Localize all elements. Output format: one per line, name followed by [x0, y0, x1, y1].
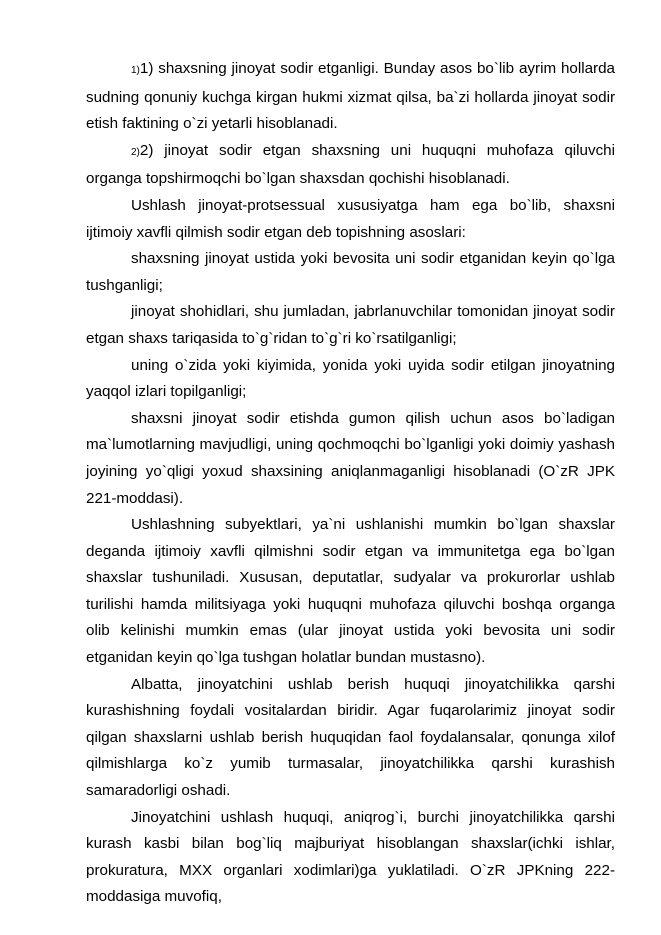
paragraph-text: 2) jinoyat sodir etgan shaxsning uni huquqni muhofaza qiluvchi organga topshirmoqchi bo`lgan shaxsdan qochishi hisoblanadi. [86, 141, 615, 188]
list-marker: 2) [131, 146, 140, 158]
paragraph-reason-2 [86, 138, 615, 193]
paragraph-subjects [86, 512, 615, 672]
paragraph-text: 1) shaxsning jinoyat sodir etganligi. Bunday asos bo`lib ayrim hollarda sudning qonuniy kuchga kirgan hukmi xizmat qilsa, ba`zi hollarda jinoyat sodir etish faktining o`zi yetarli hisoblanadi. [86, 60, 615, 133]
paragraph-reason-1 [86, 56, 615, 138]
paragraph-text: shaxsni jinoyat sodir etishda gumon qilish uchun asos bo`ladigan ma`lumotlarning mavjudligi, uning qochmoqchi bo`lganligi yoki doimiy yashash joyining yo`qligi yoxud shaxsining aniqlanmaganligi hisoblanadi (O`zR JPK 221-moddasi). [86, 409, 615, 507]
paragraph-text: Jinoyatchini ushlash huquqi, aniqrog`i, burchi jinoyatchilikka qarshi kurash kasbi bilan bog`liq majburiyat hisoblangan shaxslar(ichki ishlar, prokuratura, MXX organlari xodimlari)ga yuklatiladi. O`zR JPKning 222-moddasiga muvofiq, [86, 808, 615, 906]
paragraph-text: Ushlash jinoyat-protsessual xususiyatga ham ega bo`lib, shaxsni ijtimoiy xavfli qilmish sodir etgan deb topishning asoslari: [86, 196, 615, 241]
paragraph-text: jinoyat shohidlari, shu jumladan, jabrlanuvchilar tomonidan jinoyat sodir etgan shaxs tariqasida to`g`ridan to`g`ri ko`rsatilganligi; [86, 303, 615, 347]
paragraph-text: shaxsning jinoyat ustida yoki bevosita uni sodir etganidan keyin qo`lga tushganligi; [86, 250, 615, 294]
paragraph-text: Albatta, jinoyatchini ushlab berish huquqi jinoyatchilikka qarshi kurashishning foydali vositalardan biridir. Agar fuqarolarimiz jinoyat sodir qilgan shaxslarni ushlab berish huquqidan faol foydalansalar, qonunga xilof qilmishlarga ko`z yumib turmasalar, jinoyatchilikka qarshi kurashish samaradorligi oshadi. [86, 675, 615, 800]
paragraph-ground-3 [86, 353, 615, 406]
paragraph-ground-2 [86, 299, 615, 352]
list-marker: 1) [131, 65, 140, 76]
paragraph-text: Ushlashning subyektlari, ya`ni ushlanishi mumkin bo`lgan shaxslar deganda ijtimoiy xavfli qilmishni sodir etgan va immunitetga ega bo`lgan shaxslar tushuniladi. Xususan, deputatlar, sudyalar va prokurorlar ushlab turilishi hamda militsiyaga yoki huquqni muhofaza qiluvchi boshqa organga olib kelinishi mumkin emas (ular jinoyat ustida yoki bevosita uni sodir etganidan keyin qo`lga tushgan holatlar bundan mustasno). [86, 516, 615, 667]
paragraph-text: uning o`zida yoki kiyimida, yonida yoki uyida sodir etilgan jinoyatning yaqqol izlari topilganligi; [86, 356, 615, 401]
document-body [86, 56, 615, 911]
paragraph-ground-1 [86, 246, 615, 299]
paragraph-ground-4 [86, 406, 615, 512]
paragraph-grounds-intro [86, 193, 615, 246]
paragraph-duty-to-detain [86, 805, 615, 911]
paragraph-right-to-detain [86, 672, 615, 805]
